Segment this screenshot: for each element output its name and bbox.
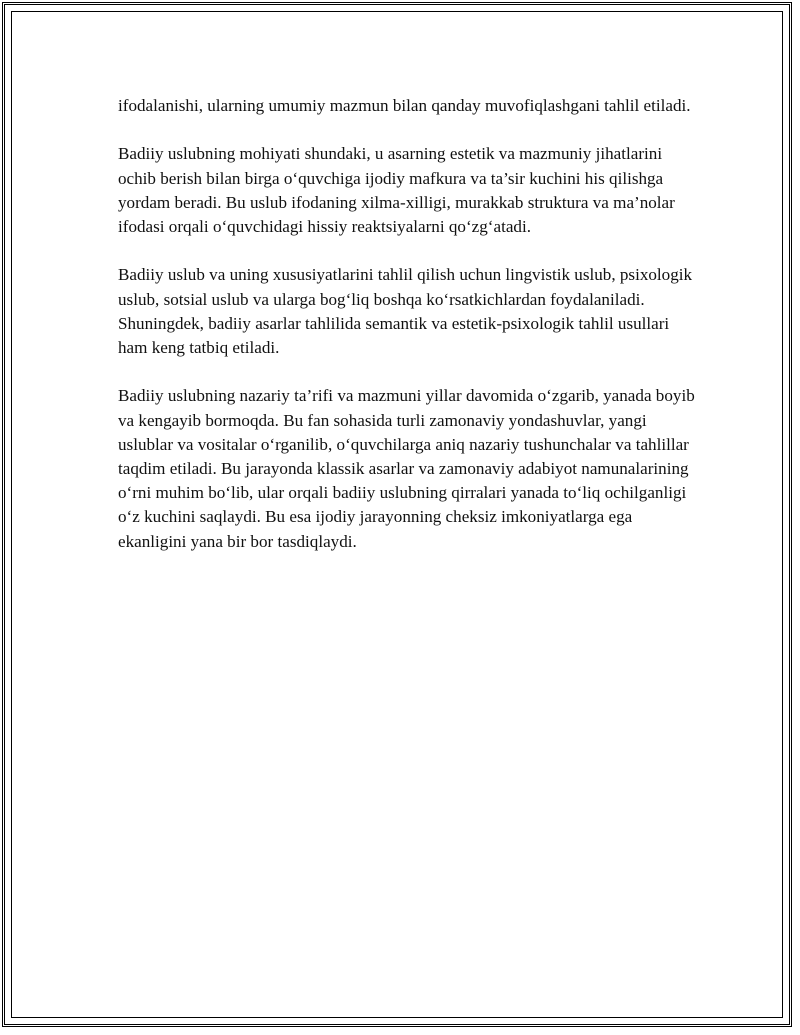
paragraph-2: Badiiy uslubning mohiyati shundaki, u asarning estetik va mazmuniy jihatlarini ochib berish bilan birga o‘quvchiga ijodiy mafkura va ta’sir kuchini his qilishga yordam beradi. Bu uslub ifodaning xilma-xilligi, murakkab struktura va ma’nolar ifodasi orqali o‘quvchidagi hissiy reaktsiyalarni qo‘zg‘atadi. <box>118 144 675 236</box>
document-body <box>118 94 698 578</box>
paragraph-3: Badiiy uslub va uning xususiyatlarini tahlil qilish uchun lingvistik uslub, psixologik uslub, sotsial uslub va ularga bog‘liq boshqa ko‘rsatkichlardan foydalaniladi. Shuningdek, badiiy asarlar tahlilida semantik va estetik-psixologik tahlil usullari ham keng tatbiq etiladi. <box>118 265 693 357</box>
paragraph-4: Badiiy uslubning nazariy ta’rifi va mazmuni yillar davomida o‘zgarib, yanada boyib va kengayib bormoqda. Bu fan sohasida turli zamonaviy yondashuvlar, yangi uslublar va vositalar o‘rganilib, o‘quvchilarga aniq nazariy tushunchalar va tahlillar taqdim etiladi. Bu jarayonda klassik asarlar va zamonaviy adabiyot namunalarining o‘rni muhim bo‘lib, ular orqali badiiy uslubning qirralari yanada to‘liq ochilganligi o‘z kuchini saqlaydi. Bu esa ijodiy jarayonning cheksiz imkoniyatlarga ega ekanligini yana bir bor tasdiqlaydi. <box>118 386 695 551</box>
paragraph-1: ifodalanishi, ularning umumiy mazmun bilan qanday muvofiqlashgani tahlil etiladi. <box>118 96 691 115</box>
